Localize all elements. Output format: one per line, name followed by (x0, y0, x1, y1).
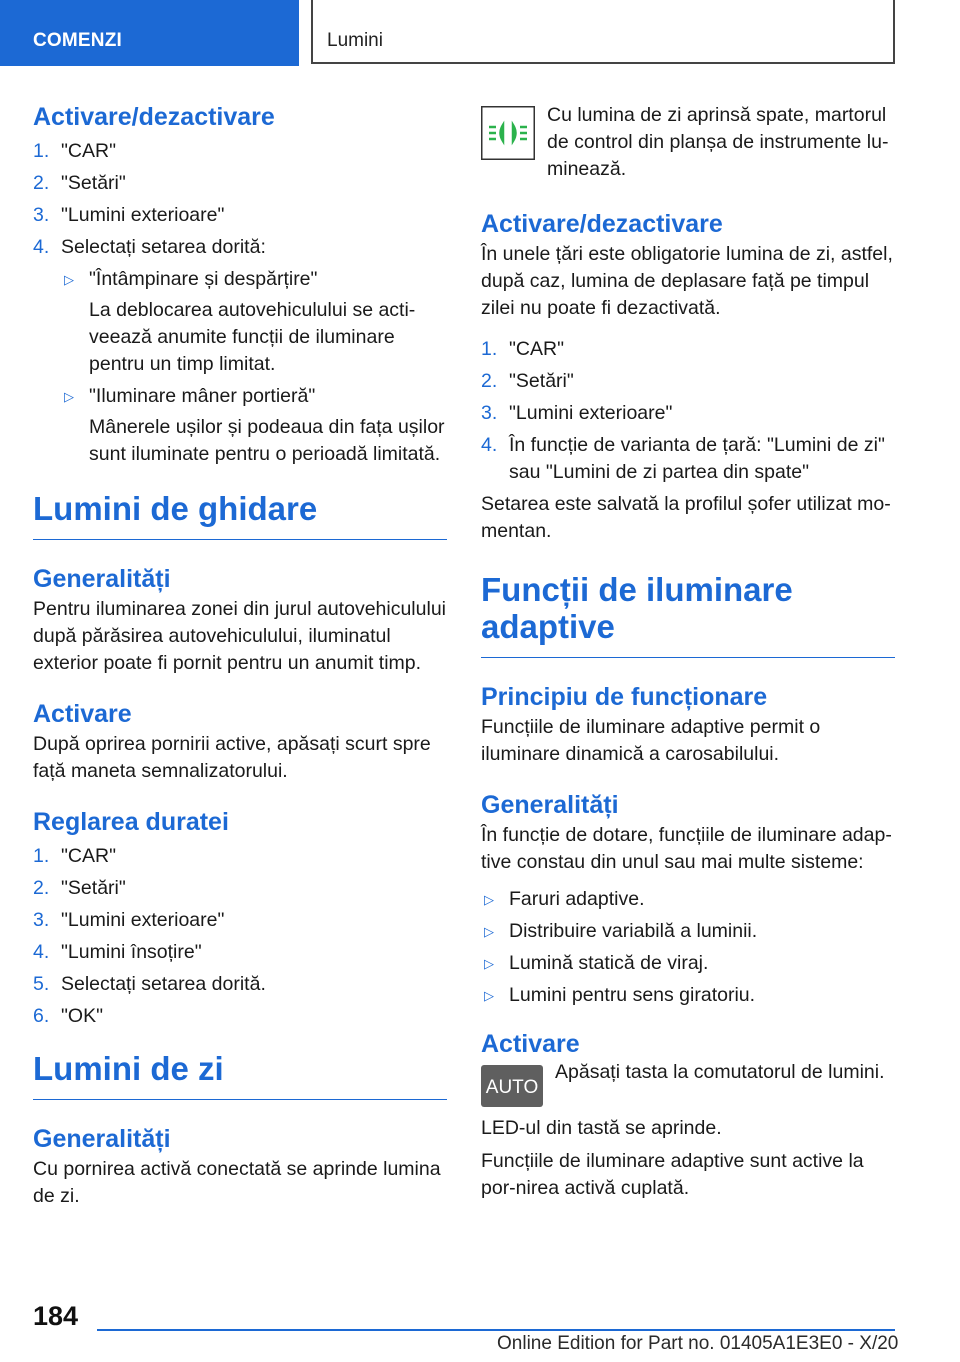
list-item (33, 202, 447, 229)
step-text: "CAR" (61, 845, 117, 867)
heading-principle: Principiu de funcționare (481, 683, 768, 711)
step-number: 4. (481, 434, 498, 456)
paragraph: Cu pornirea activă conectată se aprinde lumina de zi. (33, 1158, 441, 1207)
step-number: 1. (33, 845, 50, 867)
step-text: "CAR" (509, 338, 565, 360)
page-number: 184 (33, 1301, 79, 1331)
steps-list (33, 138, 447, 468)
paragraph: După oprirea pornirii active, apăsați scurt spre față maneta semnalizatorului. (33, 733, 431, 782)
auto-key-icon (481, 1065, 543, 1107)
step-number: 2. (33, 877, 50, 899)
list-item (481, 918, 895, 945)
paragraph: Setarea este salvată la profilul șofer utilizat mo-mentan. (481, 493, 891, 542)
triangle-right-icon: ▷ (64, 389, 74, 404)
section-header: Lumini (311, 0, 895, 64)
triangle-right-icon: ▷ (484, 956, 494, 971)
list-item (33, 234, 447, 468)
list-item (481, 950, 895, 977)
step-number: 1. (481, 338, 498, 360)
paragraph: Pentru iluminarea zonei din jurul autovehiculului după părăsirea autovehiculului, iluminatul exterior poate fi pornit pentru un anumit timp. (33, 598, 446, 674)
indicator-text: Cu lumina de zi aprinsă spate, martorul de control din planșa de instrumente lu-minează. (547, 104, 889, 180)
daytime-running-light-icon (481, 106, 535, 160)
step-number: 3. (481, 402, 498, 424)
left-column (33, 102, 447, 1210)
triangle-right-icon: ▷ (64, 272, 74, 287)
list-item (33, 843, 447, 870)
step-number: 1. (33, 140, 50, 162)
list-item (61, 383, 447, 468)
chapter-tab: COMENZI (0, 0, 299, 66)
step-text: "Lumini însoțire" (61, 941, 202, 963)
auto-key-label: AUTO (485, 1077, 539, 1098)
heading-general: Generalități (33, 565, 171, 593)
list-item (481, 336, 895, 363)
paragraph: Funcțiile de iluminare adaptive permit o iluminare dinamică a carosabilului. (481, 716, 821, 765)
item-text: Distribuire variabilă a luminii. (509, 920, 758, 942)
step-number: 6. (33, 1005, 50, 1027)
step-text: "OK" (61, 1005, 104, 1027)
option-list (61, 266, 447, 468)
step-number: 5. (33, 973, 50, 995)
step-number: 4. (33, 941, 50, 963)
auto-key-note (481, 1059, 895, 1107)
step-number: 2. (481, 370, 498, 392)
step-number: 3. (33, 909, 50, 931)
title-adaptive-lighting: Funcții de iluminare adaptive (481, 571, 895, 658)
step-text: "CAR" (61, 140, 117, 162)
indicator-note (481, 102, 895, 183)
paragraph: Funcțiile de iluminare adaptive sunt active la por-nirea activă cuplată. (481, 1150, 864, 1199)
option-title: "Iluminare mâner portieră" (89, 385, 316, 407)
footer-divider (97, 1329, 895, 1331)
triangle-right-icon: ▷ (484, 988, 494, 1003)
step-text: "Setări" (509, 370, 574, 392)
heading-activate-deactivate: Activare/dezactivare (33, 103, 275, 131)
list-item (33, 170, 447, 197)
list-item (481, 886, 895, 913)
step-text: Selectați setarea dorită: (61, 236, 266, 258)
item-text: Lumini pentru sens giratoriu. (509, 984, 756, 1006)
step-text: În funcție de varianta de țară: "Lumini de zi" sau "Lumini de zi partea din spate" (509, 434, 885, 483)
option-description: La deblocarea autovehiculului se acti-veează anumite funcții de iluminare pentru un timp limitat. (89, 299, 416, 375)
step-number: 4. (33, 236, 50, 258)
heading-duration: Reglarea duratei (33, 808, 229, 836)
heading-general: Generalități (33, 1125, 171, 1153)
heading-activate-deactivate: Activare/dezactivare (481, 210, 723, 238)
list-item (61, 266, 447, 378)
right-column (481, 102, 895, 1202)
list-item (33, 939, 447, 966)
list-item (481, 368, 895, 395)
list-item (33, 875, 447, 902)
list-item (33, 971, 447, 998)
list-item (33, 138, 447, 165)
steps-list (481, 336, 895, 486)
item-text: Lumină statică de viraj. (509, 952, 709, 974)
heading-general: Generalități (481, 791, 619, 819)
triangle-right-icon: ▷ (484, 892, 494, 907)
option-title: "Întâmpinare și despărțire" (89, 268, 318, 290)
triangle-right-icon: ▷ (484, 924, 494, 939)
list-item (481, 982, 895, 1009)
footer-edition: Online Edition for Part no. 01405A1E3E0 - X/20 (497, 1333, 899, 1354)
title-daytime-lights: Lumini de zi (33, 1050, 447, 1100)
title-guide-lights: Lumini de ghidare (33, 490, 447, 540)
list-item (481, 400, 895, 427)
step-text: "Lumini exterioare" (61, 204, 225, 226)
paragraph: În funcție de dotare, funcțiile de iluminare adap-tive constau din unul sau mai multe sisteme: (481, 824, 892, 873)
option-description: Mânerele ușilor și podeaua din fața ușilor sunt iluminate pentru o perioadă limitată. (89, 416, 445, 465)
step-text: Selectați setarea dorită. (61, 973, 266, 995)
list-item (33, 1003, 447, 1030)
paragraph: LED-ul din tastă se aprinde. (481, 1117, 722, 1139)
systems-list (481, 886, 895, 1009)
paragraph: În unele țări este obligatorie lumina de zi, astfel, după caz, lumina de deplasare față pe timpul zilei nu poate fi dezactivată. (481, 243, 893, 319)
list-item (481, 432, 895, 486)
heading-activation: Activare (33, 700, 132, 728)
step-text: "Lumini exterioare" (509, 402, 673, 424)
step-text: "Setări" (61, 877, 126, 899)
step-text: "Lumini exterioare" (61, 909, 225, 931)
step-text: "Setări" (61, 172, 126, 194)
item-text: Faruri adaptive. (509, 888, 645, 910)
list-item (33, 907, 447, 934)
step-number: 3. (33, 204, 50, 226)
auto-key-text: Apăsați tasta la comutatorul de lumini. (555, 1061, 885, 1083)
step-number: 2. (33, 172, 50, 194)
steps-list (33, 843, 447, 1030)
heading-activation: Activare (481, 1030, 580, 1058)
